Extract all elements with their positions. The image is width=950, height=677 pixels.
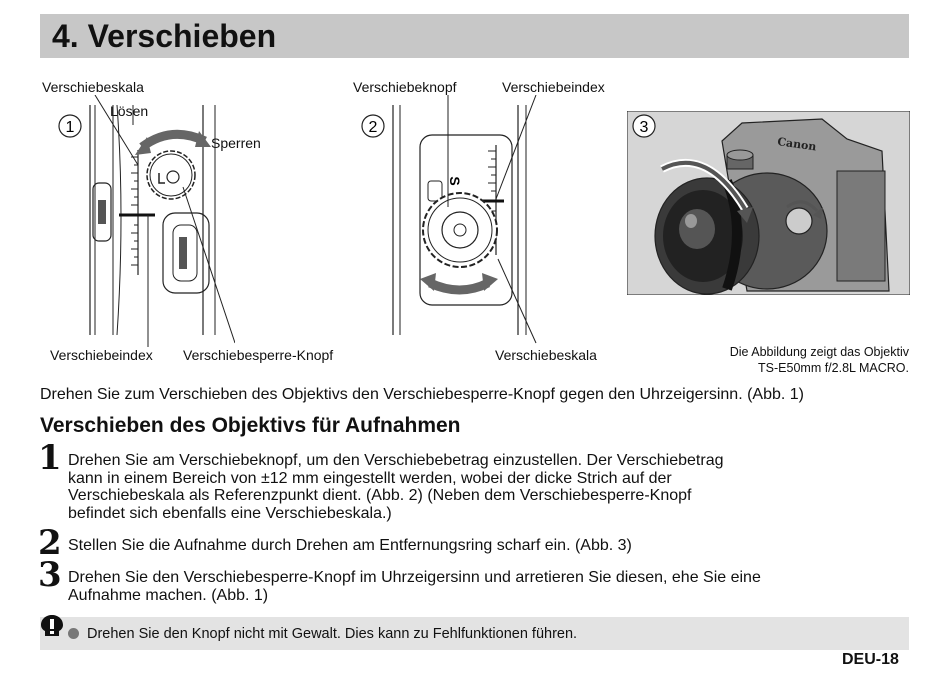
section-heading: Verschieben des Objektivs für Aufnahmen (40, 414, 461, 437)
step-2-number: 2 (38, 523, 62, 563)
figure-2-shift-knob-illustration (358, 95, 558, 345)
fig2-number: 2 (368, 119, 378, 136)
fig1-loosen-label: Lösen (110, 103, 149, 119)
fig1-lock-knob-label: Verschiebesperre-Knopf (183, 347, 334, 363)
step-1-number: 1 (38, 438, 62, 478)
fig2-knob-label: Verschiebeknopf (353, 79, 457, 95)
fig3-caption-line2: TS-E50mm f/2.8L MACRO. (758, 361, 909, 375)
fig3-caption-line1: Die Abbildung zeigt das Objektiv (729, 345, 909, 359)
step-3-line: Drehen Sie den Verschiebesperre-Knopf im Uhrzeigersinn und arretieren Sie diesen, ehe Sie eine (68, 569, 761, 586)
fig1-scale-label: Verschiebeskala (42, 79, 144, 95)
page-number: DEU-18 (842, 651, 899, 668)
step-1-line: kann in einem Bereich von ±12 mm eingestellt werden, wobei der dicke Strich auf der (68, 469, 672, 487)
step-1-line: befindet sich ebenfalls eine Verschiebeskala.) (68, 504, 392, 522)
figure-3-camera-photo (627, 111, 910, 295)
step-1-text (68, 452, 913, 522)
fig3-caption (660, 344, 909, 376)
step-3-text (68, 569, 913, 604)
fig2-index-label: Verschiebeindex (502, 79, 605, 95)
intro-paragraph: Drehen Sie zum Verschieben des Objektivs den Verschiebesperre-Knopf gegen den Uhrzeigersinn. (Abb. 1) (40, 386, 804, 403)
page-title: 4. Verschieben (40, 14, 909, 58)
fig1-lock-label: Sperren (211, 135, 261, 151)
step-3-number: 3 (38, 555, 62, 595)
step-1-line: Verschiebeskala als Referenzpunkt dient. (Abb. 2) (Neben dem Verschiebesperre-Knopf (68, 487, 692, 504)
fig2-scale-label: Verschiebeskala (495, 347, 597, 363)
camera-brand-text: Canon (776, 135, 818, 154)
step-2-text (68, 537, 913, 555)
fig2-scale-mark: S (447, 176, 463, 186)
bullet-icon (68, 628, 79, 639)
figure-1-shift-lock-illustration (55, 95, 235, 350)
fig3-number: 3 (639, 119, 649, 136)
caution-text: Drehen Sie den Knopf nicht mit Gewalt. Dies kann zu Fehlfunktionen führen. (87, 626, 578, 642)
step-3-line: Aufnahme machen. (Abb. 1) (68, 586, 269, 604)
step-1-line: Drehen Sie am Verschiebeknopf, um den Verschiebebetrag einzustellen. Der Verschiebetrag (68, 452, 724, 469)
caution-icon (40, 614, 64, 640)
step-2-line: Stellen Sie die Aufnahme durch Drehen am Entfernungsring scharf ein. (Abb. 3) (68, 537, 632, 554)
fig1-index-label: Verschiebeindex (50, 347, 153, 363)
fig1-number: 1 (65, 119, 75, 136)
